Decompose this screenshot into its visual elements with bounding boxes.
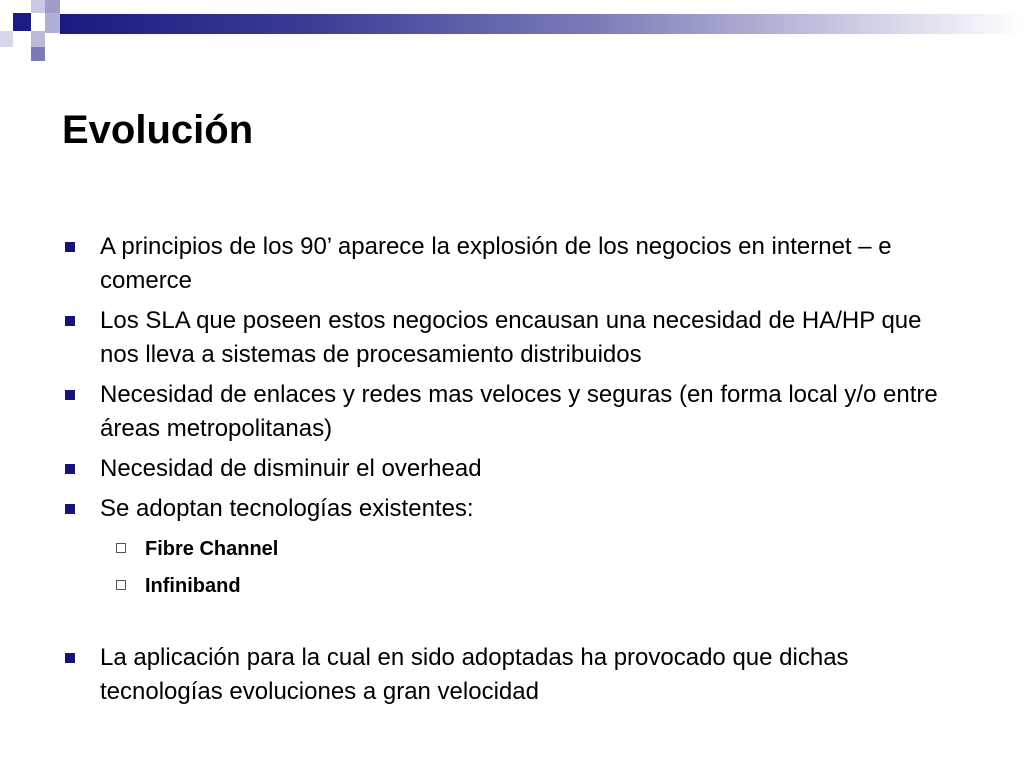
list-item [62, 230, 962, 298]
bullet-text: Necesidad de disminuir el overhead [100, 455, 482, 482]
decorative-square [31, 31, 45, 47]
sub-list-item [62, 534, 962, 564]
hollow-square-icon [116, 580, 126, 590]
list-item [62, 304, 962, 372]
list-item [62, 641, 962, 709]
slide-title: Evolución [62, 108, 254, 152]
list-item [62, 452, 962, 486]
square-bullet-icon [65, 653, 75, 663]
bullet-text: Los SLA que poseen estos negocios encausan una necesidad de HA/HP que nos lleva a sistemas de procesamiento distribuidos [100, 307, 922, 368]
sub-list-item [62, 571, 962, 601]
square-bullet-icon [65, 316, 75, 326]
header-gradient-band [60, 14, 1024, 34]
square-bullet-icon [65, 504, 75, 514]
bullet-text: Necesidad de enlaces y redes mas veloces y seguras (en forma local y/o entre áreas metropolitanas) [100, 381, 938, 442]
sub-bullet-text: Fibre Channel [145, 538, 279, 560]
bullet-text: La aplicación para la cual en sido adoptadas ha provocado que dichas tecnologías evoluciones a gran velocidad [100, 644, 849, 705]
decorative-square [45, 0, 60, 14]
bullet-text: A principios de los 90’ aparece la explosión de los negocios en internet – e comerce [100, 233, 892, 294]
list-item [62, 378, 962, 446]
decorative-square [13, 13, 31, 31]
decorative-square [31, 0, 45, 13]
square-bullet-icon [65, 242, 75, 252]
decorative-square [0, 31, 13, 47]
list-item [62, 492, 962, 526]
square-bullet-icon [65, 464, 75, 474]
sub-bullet-text: Infiniband [145, 575, 241, 597]
decorative-square [31, 47, 45, 61]
decorative-square [45, 13, 60, 33]
bullet-text: Se adoptan tecnologías existentes: [100, 495, 474, 522]
square-bullet-icon [65, 390, 75, 400]
bullet-list [62, 230, 962, 709]
hollow-square-icon [116, 543, 126, 553]
